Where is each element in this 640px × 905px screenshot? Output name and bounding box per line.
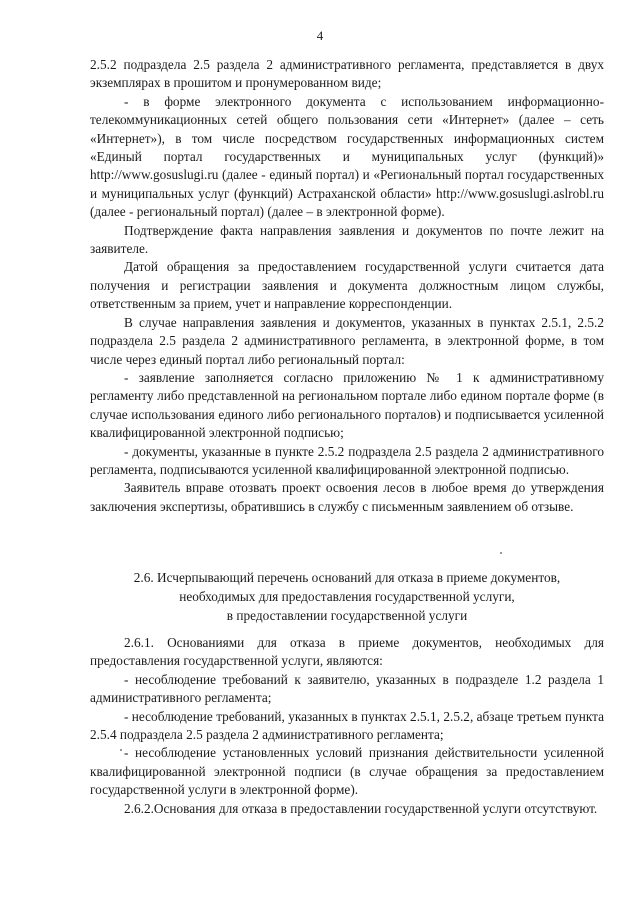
paragraph: - несоблюдение требований к заявителю, указанных в подразделе 1.2 раздела 1 административного регламента; (90, 671, 604, 706)
paragraph: В случае направления заявления и документов, указанных в пунктах 2.5.1, 2.5.2 подраздела 2.5 раздела 2 административного регламента, в электронной форме, в том числе через единый портал либо региональный портал: (90, 314, 604, 367)
paragraph: - несоблюдение установленных условий признания действительности усиленной квалифицированной электронной подписи (в случае обращения за предоставлением государственной услуги в электронной форме). (90, 745, 604, 798)
paragraph: 2.6.1. Основаниями для отказа в приеме документов, необходимых для предоставления государственной услуги, являются: (90, 635, 604, 669)
section-heading-line: в предоставлении государственной услуги (226, 608, 468, 623)
paragraph: 2.5.2 подраздела 2.5 раздела 2 административного регламента, представляется в двух экземплярах в прошитом и пронумерованном виде; (90, 57, 604, 91)
paragraph: - заявление заполняется согласно приложению № 1 к административному регламенту либо представленной на региональном портале либо едином портале форме (в случае использования единого либо регионального порталов) и подписывается усиленной квалифицированной электронной подписью; (90, 369, 604, 441)
paragraph: - документы, указанные в пункте 2.5.2 подраздела 2.5 раздела 2 административного регламента, подписываются усиленной квалифицированной электронной подписью. (90, 443, 604, 477)
page-number: 4 (316, 28, 324, 43)
section-heading-line: 2.6. Исчерпывающий перечень оснований для отказа в приеме документов, (133, 570, 561, 585)
section-heading (90, 568, 604, 625)
paragraph: Подтверждение факта направления заявления и документов по почте лежит на заявителе. (90, 222, 604, 257)
paragraph: 2.6.2.Основания для отказа в предоставлении государственной услуги отсутствуют. (124, 800, 598, 816)
scan-speck (500, 552, 502, 554)
section-heading-line: необходимых для предоставления государственной услуги, (179, 589, 515, 604)
document-body-top (90, 56, 604, 516)
paragraph: Заявитель вправе отозвать проект освоения лесов в любое время до утверждения заключения экспертизы, обратившись в службу с письменным заявлением об отзыве. (90, 480, 604, 514)
paragraph: - несоблюдение требований, указанных в пунктах 2.5.1, 2.5.2, абзаце третьем пункта 2.5.4 подраздела 2.5 раздела 2 административного регламента; (90, 708, 604, 743)
document-body-bottom (90, 634, 604, 818)
paragraph: - в форме электронного документа с использованием информационно-телекоммуникационных сетей общего пользования сети «Интернет» (далее – сеть «Интернет»), в том числе посредством государственных информационных систем «Единый портал государственных и муниципальных услуг (функций)» http://www.gosuslugi.ru (далее - единый портал) и «Региональный портал государственных и муниципальных услуг (функций) Астраханской области» http://www.gosuslugi.aslrobl.ru (далее - региональный портал) (далее – в электронной форме). (90, 93, 604, 220)
paragraph: Датой обращения за предоставлением государственной услуги считается дата получения и регистрации заявления и документа должностным лицом службы, ответственным за прием, учет и направление корреспонденции. (90, 259, 604, 312)
scan-speck (120, 749, 122, 751)
